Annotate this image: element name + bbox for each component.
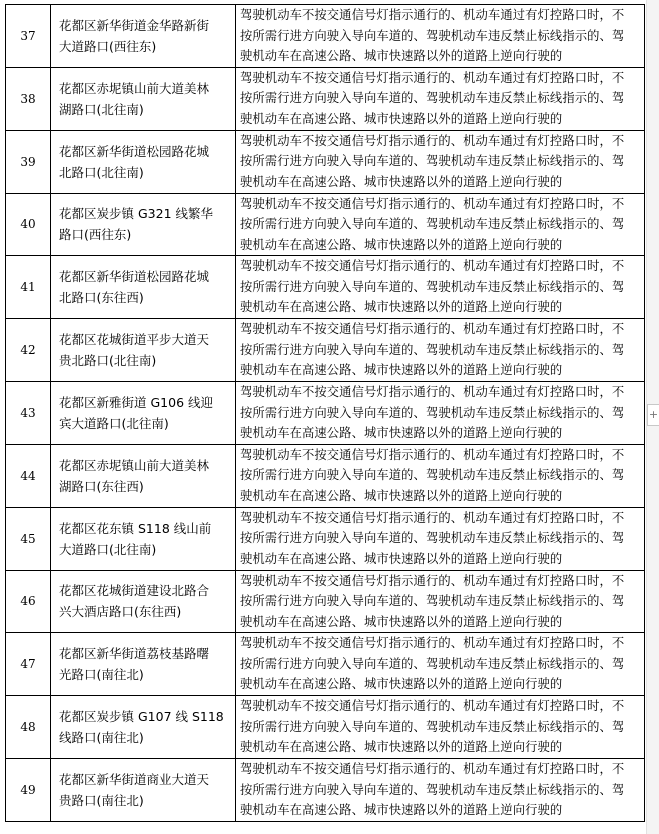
violation-line: 驶机动车在高速公路、城市快速路以外的道路上逆向行驶的 xyxy=(240,49,563,63)
violation-line: 按所需行进方向驶入导向车道的、驾驶机动车违反禁止标线指示的、驾 xyxy=(240,594,625,608)
location-line: 花都区新华街道商业大道天 xyxy=(59,771,210,787)
location-line: 花都区花城街道平步大道天 xyxy=(59,332,210,347)
violation-line: 按所需行进方向驶入导向车道的、驾驶机动车违反禁止标线指示的、驾 xyxy=(240,217,625,231)
location-line: 花都区新华街道金华路新街 xyxy=(59,17,210,33)
violation-line: 驶机动车在高速公路、城市快速路以外的道路上逆向行驶的 xyxy=(240,363,563,378)
violation-line: 驾驶机动车不按交通信号灯指示通行的、机动车通过有灯控路口时，不 xyxy=(240,762,625,776)
violation-line: 驶机动车在高速公路、城市快速路以外的道路上逆向行驶的 xyxy=(240,174,563,189)
location-cell xyxy=(51,130,236,193)
violation-line: 按所需行进方向驶入导向车道的、驾驶机动车违反禁止标线指示的、驾 xyxy=(240,656,625,671)
violation-line: 驶机动车在高速公路、城市快速路以外的道路上逆向行驶的 xyxy=(240,111,563,126)
table-row xyxy=(6,759,645,822)
violation-line: 按所需行进方向驶入导向车道的、驾驶机动车违反禁止标线指示的、驾 xyxy=(240,405,625,420)
table-row xyxy=(6,507,645,570)
row-number: 41 xyxy=(6,256,51,319)
location-cell xyxy=(51,382,236,445)
location-line: 花都区花城街道建设北路合 xyxy=(59,583,210,599)
violation-line: 驾驶机动车不按交通信号灯指示通行的、机动车通过有灯控路口时，不 xyxy=(240,196,625,211)
violation-cell xyxy=(236,759,645,822)
location-line: 花都区新华街道松园路花城 xyxy=(59,143,210,159)
violation-line: 驾驶机动车不按交通信号灯指示通行的、机动车通过有灯控路口时，不 xyxy=(240,636,625,651)
violation-line: 驾驶机动车不按交通信号灯指示通行的、机动车通过有灯控路口时，不 xyxy=(240,322,625,337)
location-line: 花都区花东镇 S118 线山前 xyxy=(59,520,212,536)
violation-line: 按所需行进方向驶入导向车道的、驾驶机动车违反禁止标线指示的、驾 xyxy=(240,279,625,294)
expand-plus-icon[interactable]: + xyxy=(647,404,659,426)
row-number: 42 xyxy=(6,319,51,382)
violation-line: 驾驶机动车不按交通信号灯指示通行的、机动车通过有灯控路口时，不 xyxy=(240,259,625,274)
location-line: 大道路口(西往东) xyxy=(59,38,157,54)
location-line: 路口(西往东) xyxy=(59,227,132,243)
location-line: 花都区新华街道松园路花城 xyxy=(59,269,210,284)
table-row xyxy=(6,382,645,445)
violation-line: 驶机动车在高速公路、城市快速路以外的道路上逆向行驶的 xyxy=(240,237,563,252)
location-line: 花都区新华街道荔枝基路曙 xyxy=(59,646,210,661)
location-cell xyxy=(51,319,236,382)
violation-line: 驶机动车在高速公路、城市快速路以外的道路上逆向行驶的 xyxy=(240,300,563,315)
location-cell xyxy=(51,759,236,822)
violation-cell xyxy=(236,382,645,445)
violation-line: 按所需行进方向驶入导向车道的、驾驶机动车违反禁止标线指示的、驾 xyxy=(240,91,625,106)
violation-line: 驶机动车在高速公路、城市快速路以外的道路上逆向行驶的 xyxy=(240,488,563,503)
location-line: 湖路口(北往南) xyxy=(59,101,144,117)
violation-cell xyxy=(236,193,645,256)
row-number: 47 xyxy=(6,633,51,696)
violation-line: 驾驶机动车不按交通信号灯指示通行的、机动车通过有灯控路口时，不 xyxy=(240,699,625,714)
table-row xyxy=(6,570,645,633)
location-line: 线路口(南往北) xyxy=(59,730,144,745)
location-line: 兴大酒店路口(东往西) xyxy=(59,604,182,620)
location-cell xyxy=(51,256,236,319)
location-cell xyxy=(51,444,236,507)
row-number: 38 xyxy=(6,67,51,130)
violation-cell xyxy=(236,444,645,507)
violation-line: 驶机动车在高速公路、城市快速路以外的道路上逆向行驶的 xyxy=(240,740,563,755)
violation-cell xyxy=(236,256,645,319)
location-line: 贵路口(南往北) xyxy=(59,792,144,808)
violation-line: 驶机动车在高速公路、城市快速路以外的道路上逆向行驶的 xyxy=(240,803,563,817)
location-cell xyxy=(51,633,236,696)
violation-cell xyxy=(236,633,645,696)
violation-line: 驾驶机动车不按交通信号灯指示通行的、机动车通过有灯控路口时，不 xyxy=(240,8,625,22)
location-line: 贵北路口(北往南) xyxy=(59,353,157,368)
violation-line: 驾驶机动车不按交通信号灯指示通行的、机动车通过有灯控路口时，不 xyxy=(240,510,625,525)
location-line: 宾大道路口(北往南) xyxy=(59,415,169,431)
violation-cell xyxy=(236,130,645,193)
violation-line: 按所需行进方向驶入导向车道的、驾驶机动车违反禁止标线指示的、驾 xyxy=(240,782,625,797)
table-row xyxy=(6,633,645,696)
location-line: 北路口(北往南) xyxy=(59,164,144,180)
row-number: 45 xyxy=(6,507,51,570)
location-line: 花都区赤坭镇山前大道美林 xyxy=(59,80,210,96)
row-number: 44 xyxy=(6,444,51,507)
violation-line: 驾驶机动车不按交通信号灯指示通行的、机动车通过有灯控路口时，不 xyxy=(240,133,625,148)
violation-line: 驾驶机动车不按交通信号灯指示通行的、机动车通过有灯控路口时，不 xyxy=(240,385,625,399)
violation-cell xyxy=(236,507,645,570)
row-number: 39 xyxy=(6,130,51,193)
table-row xyxy=(6,319,645,382)
violation-line: 按所需行进方向驶入导向车道的、驾驶机动车违反禁止标线指示的、驾 xyxy=(240,28,625,43)
location-line: 光路口(南往北) xyxy=(59,667,144,682)
violation-cell xyxy=(236,570,645,633)
location-cell xyxy=(51,5,236,68)
row-number: 40 xyxy=(6,193,51,256)
row-number: 46 xyxy=(6,570,51,633)
violation-line: 按所需行进方向驶入导向车道的、驾驶机动车违反禁止标线指示的、驾 xyxy=(240,531,625,546)
location-cell xyxy=(51,507,236,570)
violation-line: 驶机动车在高速公路、城市快速路以外的道路上逆向行驶的 xyxy=(240,614,563,629)
violation-line: 驶机动车在高速公路、城市快速路以外的道路上逆向行驶的 xyxy=(240,677,563,692)
violation-line: 按所需行进方向驶入导向车道的、驾驶机动车违反禁止标线指示的、驾 xyxy=(240,468,625,483)
violation-location-table xyxy=(5,4,645,822)
violation-cell xyxy=(236,5,645,68)
row-number: 48 xyxy=(6,696,51,759)
violation-line: 驶机动车在高速公路、城市快速路以外的道路上逆向行驶的 xyxy=(240,551,563,566)
table-row xyxy=(6,256,645,319)
table-row xyxy=(6,67,645,130)
location-line: 花都区炭步镇 G321 线繁华 xyxy=(59,206,213,222)
location-line: 花都区炭步镇 G107 线 S118 xyxy=(59,709,224,724)
violation-line: 按所需行进方向驶入导向车道的、驾驶机动车违反禁止标线指示的、驾 xyxy=(240,719,625,734)
location-line: 花都区新雅街道 G106 线迎 xyxy=(59,394,213,410)
location-cell xyxy=(51,67,236,130)
row-number: 37 xyxy=(6,5,51,68)
location-cell xyxy=(51,696,236,759)
location-line: 湖路口(东往西) xyxy=(59,478,144,494)
location-cell xyxy=(51,193,236,256)
table-row xyxy=(6,696,645,759)
violation-line: 驶机动车在高速公路、城市快速路以外的道路上逆向行驶的 xyxy=(240,426,563,440)
violation-line: 驾驶机动车不按交通信号灯指示通行的、机动车通过有灯控路口时，不 xyxy=(240,573,625,588)
table-row xyxy=(6,130,645,193)
location-cell xyxy=(51,570,236,633)
violation-line: 驾驶机动车不按交通信号灯指示通行的、机动车通过有灯控路口时，不 xyxy=(240,70,625,85)
table-row xyxy=(6,444,645,507)
violation-cell xyxy=(236,319,645,382)
location-line: 花都区赤坭镇山前大道美林 xyxy=(59,457,210,473)
location-line: 大道路口(北往南) xyxy=(59,541,157,557)
violation-cell xyxy=(236,696,645,759)
row-number: 43 xyxy=(6,382,51,445)
table-body xyxy=(6,5,645,822)
violation-line: 按所需行进方向驶入导向车道的、驾驶机动车违反禁止标线指示的、驾 xyxy=(240,342,625,357)
violation-cell xyxy=(236,67,645,130)
violation-line: 按所需行进方向驶入导向车道的、驾驶机动车违反禁止标线指示的、驾 xyxy=(240,154,625,169)
violation-line: 驾驶机动车不按交通信号灯指示通行的、机动车通过有灯控路口时，不 xyxy=(240,447,625,462)
table-row xyxy=(6,193,645,256)
table-row xyxy=(6,5,645,68)
location-line: 北路口(东往西) xyxy=(59,290,144,305)
row-number: 49 xyxy=(6,759,51,822)
